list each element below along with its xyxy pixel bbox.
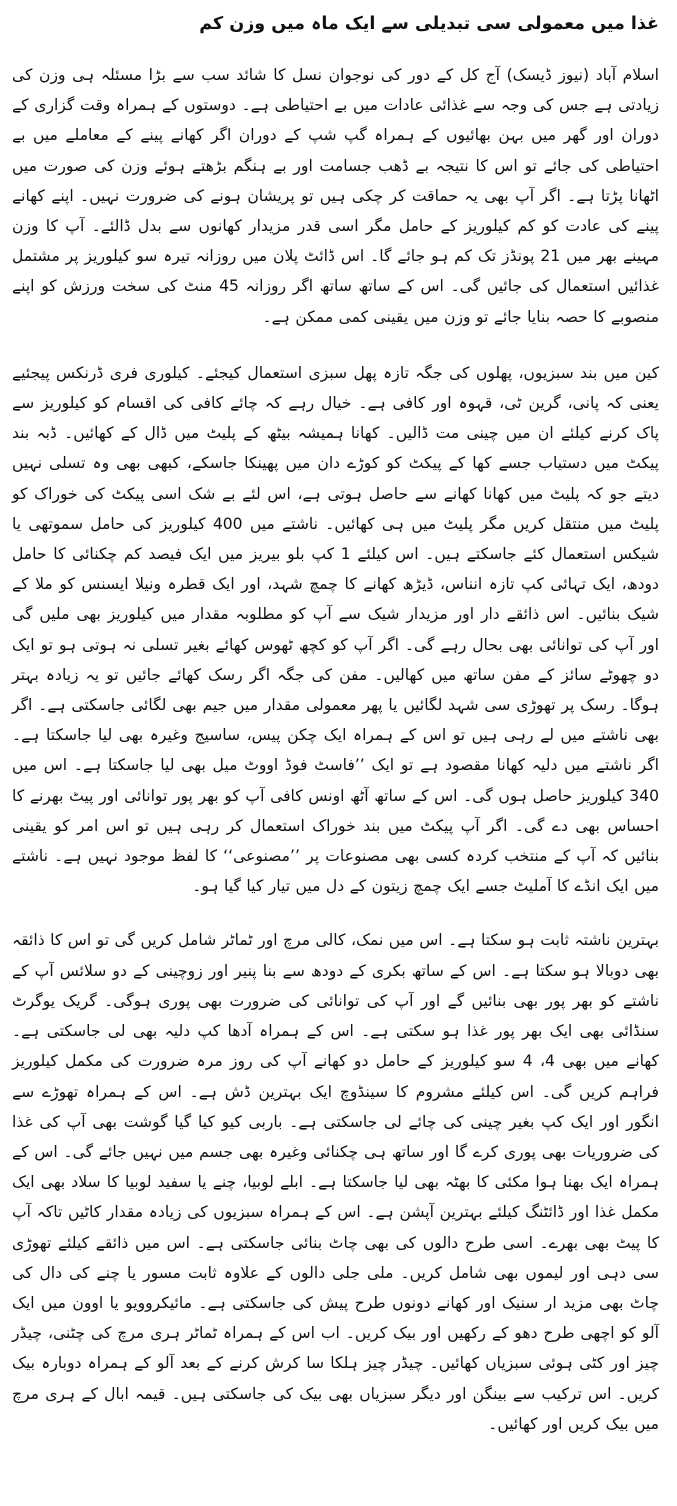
article-paragraph-2: کین میں بند سبزیوں، پھلوں کی جگہ تازہ پھل سبزی استعمال کیجئے۔ کیلوری فری ڈرنکس پیجئیے یعنی کہ پانی، گرین ٹی، قہوہ اور کافی ہے۔ خیال رہے کہ چائے کافی کی اقسام کو کیلوریز سے پاک کرنے کیلئے ان میں چینی مت ڈالیں۔ کھانا ہمیشہ بیٹھ کے پلیٹ میں ڈال کے کھائیں۔ ڈبہ بند پیکٹ میں دستیاب جسے کھا کے پیکٹ کو کوڑے دان میں پھینکا جاسکے، کبھی بھی وہ تسلی نہیں دیتے جو کہ پلیٹ میں کھانا کھانے سے حاصل ہوتی ہے، اس لئے بے شک اسی پیکٹ کی خوراک کو پلیٹ میں منتقل کریں مگر پلیٹ میں ہی کھائیں۔ ناشتے میں 400 کیلوریز کی حامل سموتھی یا شیکس استعمال کئے جاسکتے ہیں۔ اس کیلئے 1 کپ بلو بیریز میں ایک فیصد کم چکنائی کا حامل دودھ، ایک تہائی کپ تازہ انناس، ڈیڑھ کھانے کا چمچ شہد، اور ایک قطرہ ونیلا ایسنس کو ملا کے شیک بنائیں۔ اس ذائقے دار اور مزیدار شیک سے آپ کو مطلوبہ مقدار میں کیلوریز بھی ملیں گی اور آپ کی توانائی بھی بحال رہے گی۔ اگر آپ کو کچھ ٹھوس کھائے بغیر تسلی نہ ہوتی ہو تو ایک دو چھوٹے سائز کے مفن ساتھ میں کھالیں۔ مفن کی جگہ اگر رسک کھائے جائیں تو یہ زیادہ بہتر ہوگا۔ رسک پر تھوڑی سی شہد لگائیں یا پھر معمولی مقدار میں جیم بھی لگائی جاسکتی ہے۔ اگر بھی ناشتے میں لے رہی ہیں تو اس کے ہمراہ ایک چکن پیس، ساسیج وغیرہ بھی لیا جاسکتا ہے۔ اگر ناشتے میں دلیہ کھانا مقصود ہے تو ایک ’’فاسٹ فوڈ اووٹ میل بھی لیا جاسکتا ہے۔ اس میں 340 کیلوریز حاصل ہوں گی۔ اس کے ساتھ آٹھ اونس کافی آپ کو بھر پور توانائی اور پیٹ بھرنے کا احساس بھی دے گی۔ اگر آپ پیکٹ میں بند خوراک استعمال کر رہی ہیں تو اس امر کو یقینی بنائیں کہ آپ کے منتخب کردہ کسی بھی مصنوعات پر ’’مصنوعی‘‘ کا لفظ موجود نہیں ہے۔ ناشتے میں ایک انڈے کا آملیٹ جسے ایک چمچ زیتون کے دل میں تیار کیا گیا ہو۔ <box>12 363 659 896</box>
article-headline: غذا میں معمولی سی تبدیلی سے ایک ماہ میں وزن کم <box>199 14 659 34</box>
article-paragraph-1: اسلام آباد (نیوز ڈیسک) آج کل کے دور کی نوجوان نسل کا شائد سب سے بڑا مسئلہ ہی وزن کی زیادتی ہے جس کی وجہ سے غذائی عادات میں بے احتیاطی ہے۔ دوستوں کے ہمراہ وقت گزاری کے دوران اور گھر میں بہن بھائیوں کے ہمراہ گپ شپ کے دوران اگر کھانے پینے کے معاملے میں بے احتیاطی کی جائے تو اس کا نتیجہ بے ڈھب جسامت اور بے ہنگم بڑھتے ہوئے وزن کی صورت میں اٹھانا پڑتا ہے۔ اگر آپ بھی یہ حماقت کر چکی ہیں تو پریشان ہونے کی ضرورت نہیں۔ اپنے کھانے پینے کی عادت کو کم کیلوریز کے حامل مگر اسی قدر مزیدار کھانوں سے بدل ڈالئے۔ آپ کا وزن مہینے بھر میں 21 پونڈز تک کم ہو جائے گا۔ اس ڈائٹ پلان میں روزانہ تیرہ سو کیلوریز پر مشتمل غذائیں استعمال کی جائیں گی۔ اس کے ساتھ ساتھ اگر روزانہ 45 منٹ کی سخت ورزش کو اپنے منصوبے کا حصہ بنایا جائے تو وزن میں یقینی کمی ممکن ہے۔ <box>12 66 660 326</box>
article-paragraph-3: بہترین ناشتہ ثابت ہو سکتا ہے۔ اس میں نمک، کالی مرچ اور ٹماٹر شامل کریں گی تو اس کا ذائقہ بھی دوبالا ہو سکتا ہے۔ اس کے ساتھ بکری کے دودھ سے بنا پنیر اور زوچینی کے دو سلائس آپ کے ناشتے کو بھر پور بھی بنائیں گے اور آپ کی توانائی کی ضرورت بھی پوری ہوگی۔ گریک یوگرٹ سنڈائی بھی ایک بھر پور غذا ہو سکتی ہے۔ اس کے ہمراہ آدھا کپ دلیہ بھی لی جاسکتی ہے۔ کھانے میں بھی 4، 4 سو کیلوریز کے حامل دو کھانے آپ کی روز مرہ ضرورت کی مکمل کیلوریز فراہم کریں گی۔ اس کیلئے مشروم کا سینڈوچ ایک بہترین ڈش ہے۔ اس کے ہمراہ تھوڑے سے انگور اور ایک کپ بغیر چینی کی چائے لی جاسکتی ہے۔ باربی کیو کیا گیا گوشت بھی آپ کی غذا کی ضروریات بھی پوری کرے گا اور ساتھ ہی چکنائی وغیرہ بھی جسم میں نہیں جائے گی۔ اس کے ہمراہ ایک بھنا ہوا مکئی کا بھٹہ بھی لیا جاسکتا ہے۔ ابلے لوبیا، چنے یا سفید لوبیا کا سلاد بھی ایک مکمل غذا اور ڈائٹنگ کیلئے بہترین آپشن ہے۔ اس کے ہمراہ سبزیوں کی زیادہ مقدار کاٹیں تاکہ آپ کا پیٹ بھی بھرے۔ اسی طرح دالوں کی بھی چاٹ بنائی جاسکتی ہے۔ اس میں ذائقے کیلئے تھوڑی سی دہی اور لیموں بھی شامل کریں۔ ملی جلی دالوں کے علاوہ ثابت مسور یا چنے کی دال کی چاٹ بھی مزید ار سنیک اور کھانے دونوں طرح پیش کی جاسکتی ہے۔ مائیکروویو یا اوون میں ایک آلو کو اچھی طرح دھو کے رکھیں اور بیک کریں۔ اب اس کے ہمراہ ٹماٹر ہری مرچ کی چٹنی، چیڈر چیز اور کٹی ہوئی سبزیاں کھائیں۔ چیڈر چیز ہلکا سا کرش کرنے کے بعد آلو کے ہمراہ دوبارہ بیک کریں۔ اس ترکیب سے بینگن اور دیگر سبزیاں بھی بیک کی جاسکتی ہیں۔ قیمہ ابال کے ہری مرچ میں بیک کریں اور کھائیں۔ <box>12 931 659 1433</box>
